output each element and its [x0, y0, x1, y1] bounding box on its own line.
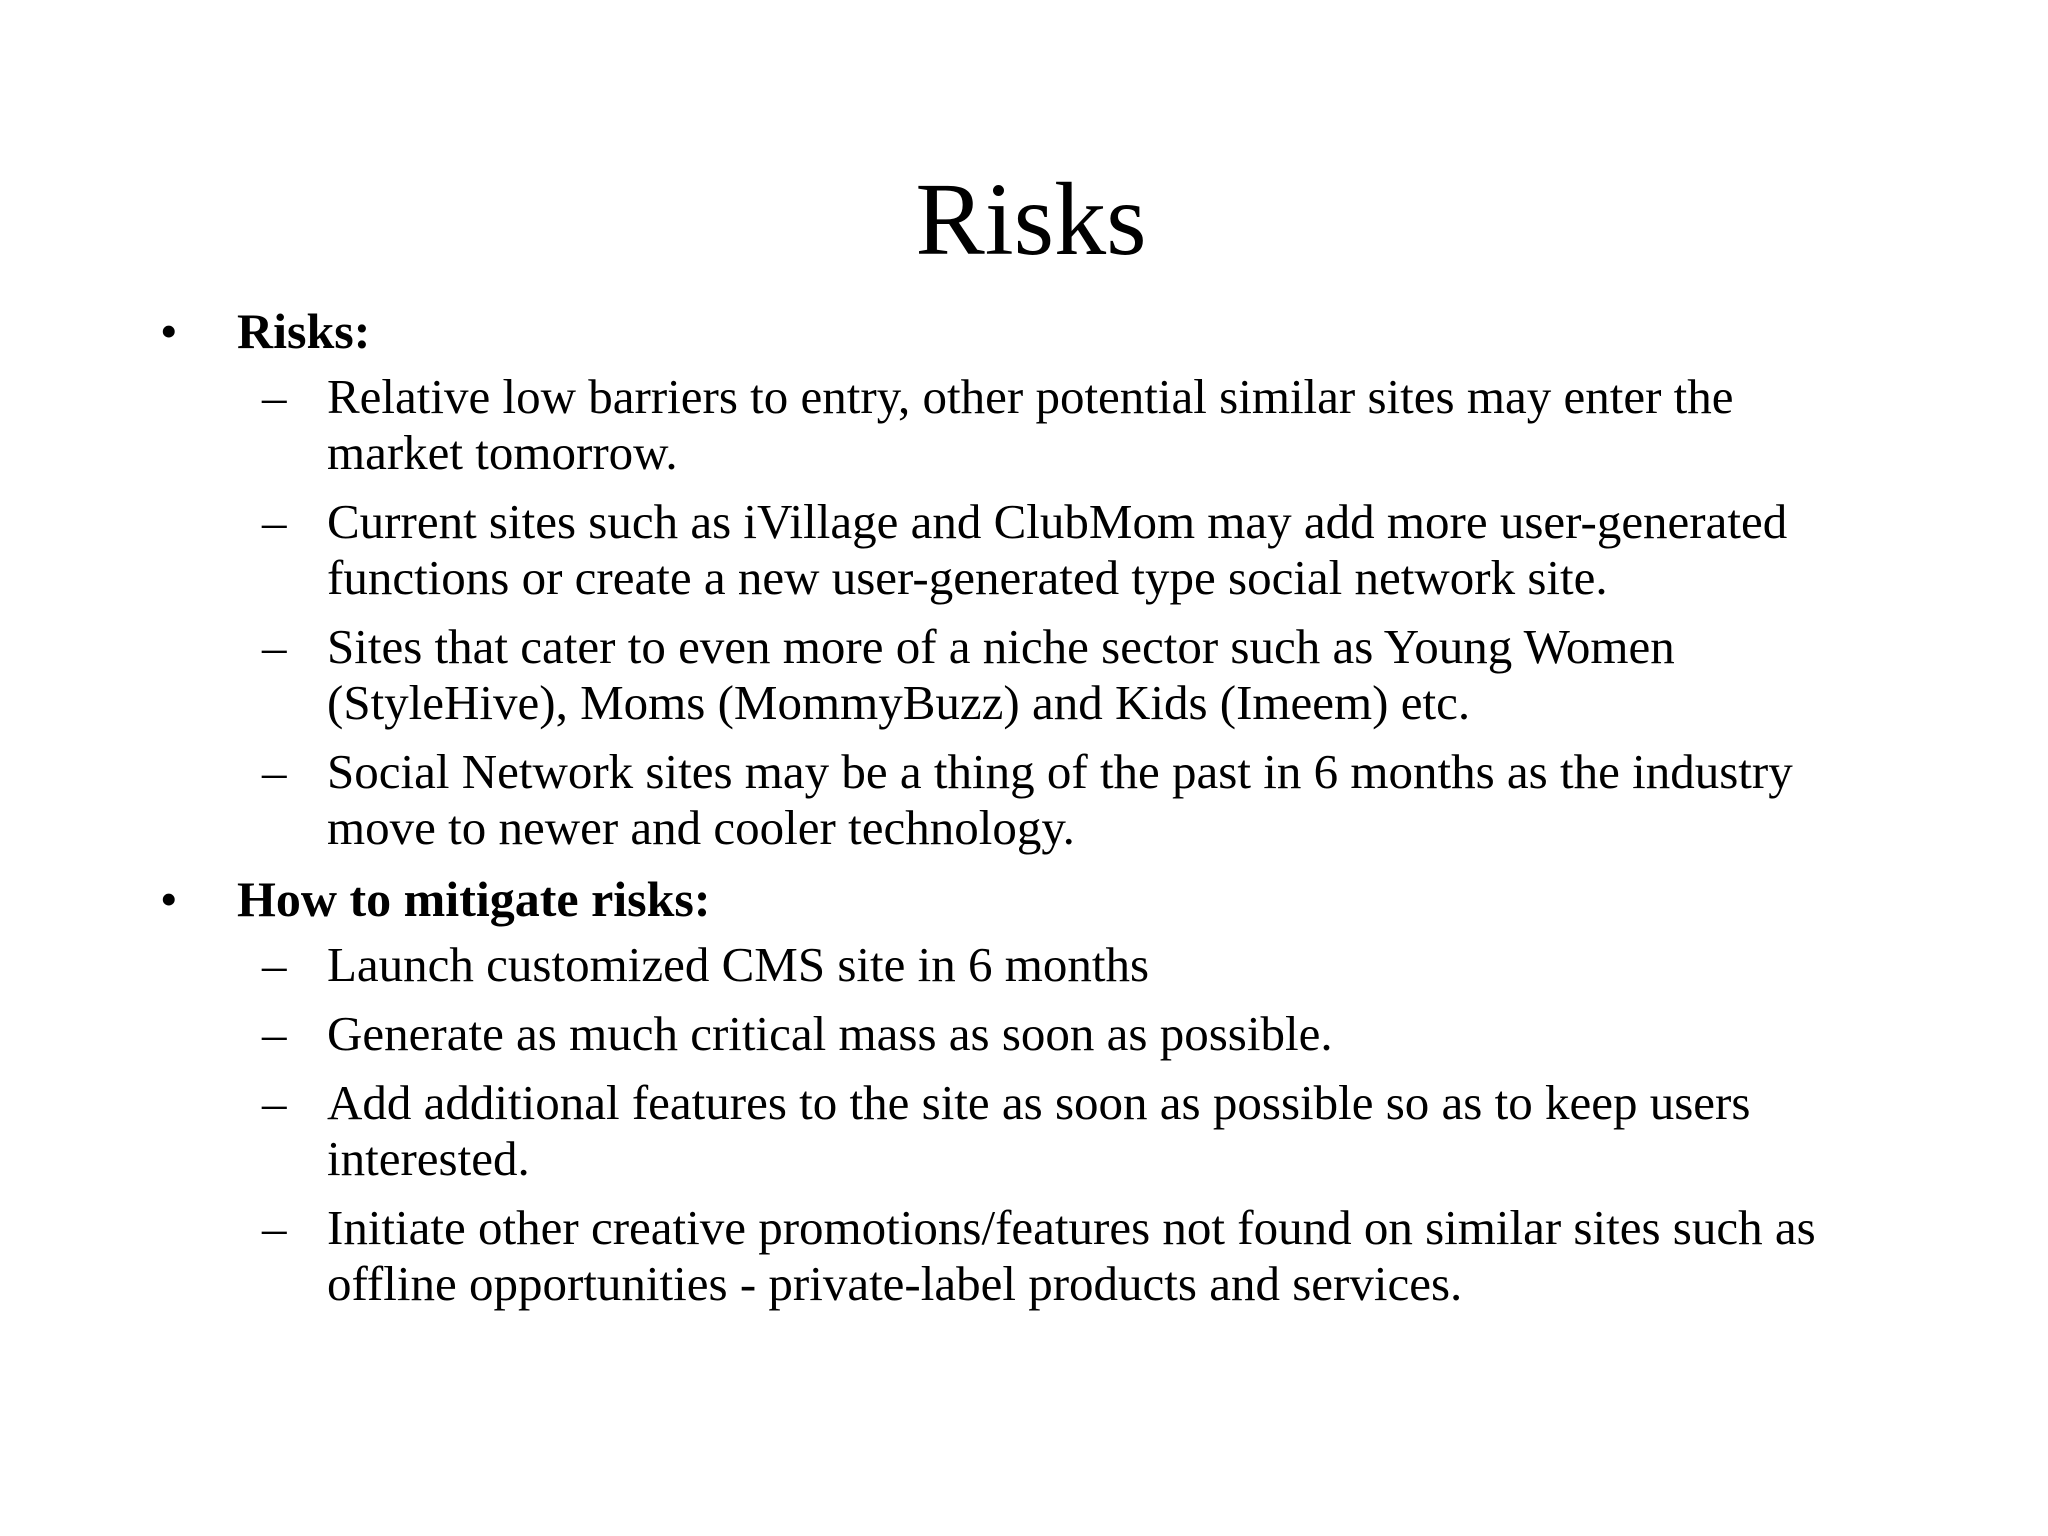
- slide-title: Risks: [915, 162, 1147, 277]
- dash-icon: –: [262, 744, 287, 799]
- slide-content: [0, 301, 2048, 1325]
- dash-icon: –: [262, 619, 287, 674]
- bullet-mitigation: [0, 869, 2048, 929]
- list-item-text: Social Network sites may be a thing of the past in 6 months as the industry move to newer and cooler technology.: [327, 744, 1793, 855]
- list-item: [0, 1006, 1857, 1062]
- dash-icon: –: [262, 369, 287, 424]
- dash-icon: –: [262, 1006, 287, 1061]
- list-item: [0, 619, 1857, 731]
- list-item-text: Current sites such as iVillage and ClubMom may add more user-generated functions or create a new user-generated type social network site.: [327, 494, 1788, 605]
- list-item: [0, 494, 1857, 606]
- dash-icon: –: [262, 937, 287, 992]
- list-item: [0, 369, 1857, 481]
- list-item-text: Add additional features to the site as soon as possible so as to keep users interested.: [327, 1075, 1751, 1186]
- list-item-text: Sites that cater to even more of a niche sector such as Young Women (StyleHive), Moms (MommyBuzz) and Kids (Imeem) etc.: [327, 619, 1675, 730]
- risk-list: [0, 369, 2048, 856]
- bullet-icon: •: [160, 871, 178, 927]
- dash-icon: –: [262, 1075, 287, 1130]
- bullet-icon: •: [160, 303, 178, 359]
- list-item: [0, 937, 1857, 993]
- list-item: [0, 1200, 1857, 1312]
- list-item-text: Launch customized CMS site in 6 months: [327, 937, 1150, 992]
- list-item: [0, 744, 1857, 856]
- section-heading: How to mitigate risks:: [237, 871, 711, 927]
- list-item-text: Relative low barriers to entry, other potential similar sites may enter the market tomorrow.: [327, 369, 1734, 480]
- list-item-text: Generate as much critical mass as soon as possible.: [327, 1006, 1333, 1061]
- mitigation-list: [0, 937, 2048, 1312]
- dash-icon: –: [262, 494, 287, 549]
- dash-icon: –: [262, 1200, 287, 1255]
- section-heading: Risks:: [237, 303, 371, 359]
- list-item: [0, 1075, 1857, 1187]
- bullet-risks: [0, 301, 2048, 361]
- list-item-text: Initiate other creative promotions/features not found on similar sites such as offline opportunities - private-label products and services.: [327, 1200, 1816, 1311]
